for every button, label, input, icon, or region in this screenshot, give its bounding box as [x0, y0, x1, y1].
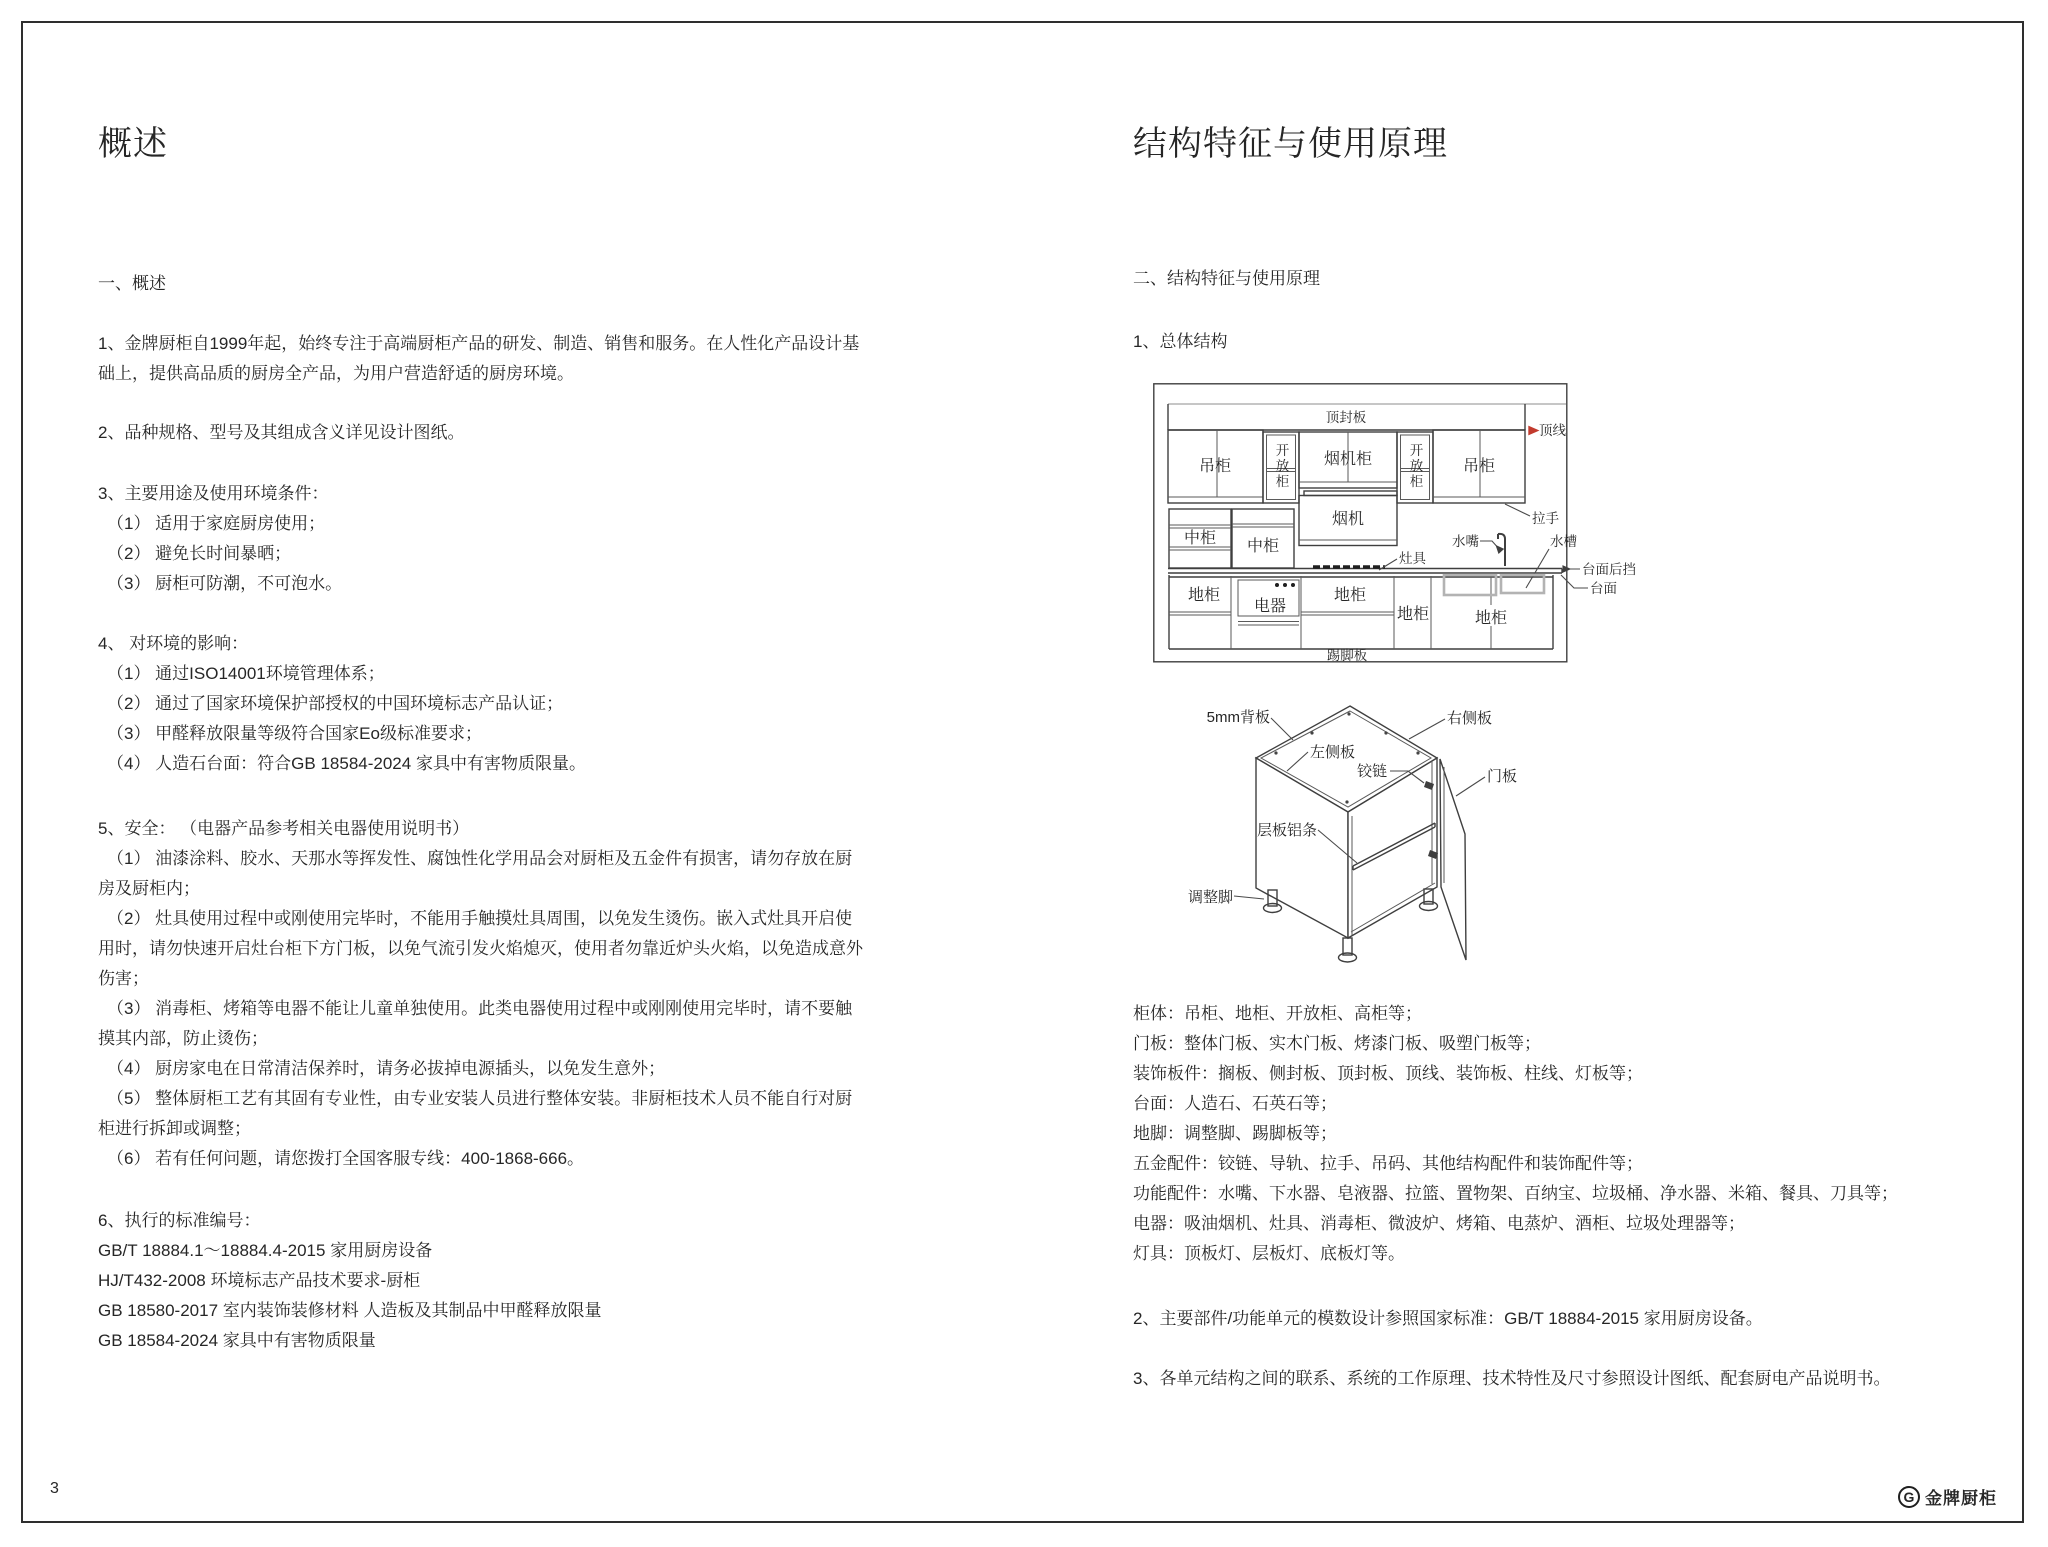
- label-hood: 烟机: [1331, 511, 1365, 528]
- label-cooktop: 灶具: [1399, 551, 1426, 566]
- label-base-cabinet-2: 地柜: [1333, 587, 1367, 604]
- label-faucet: 水嘴: [1452, 534, 1479, 549]
- label-top-panel: 顶封板: [1325, 410, 1367, 425]
- section-standards: [98, 1206, 864, 1356]
- standards-item: GB 18584-2024 家具中有害物质限量: [98, 1331, 376, 1350]
- standards-item: GB/T 18884.1～18884.4-2015 家用厨房设备: [98, 1241, 433, 1260]
- components-list: [1133, 999, 2013, 1269]
- label-adjust-foot: 调整脚: [1188, 889, 1234, 906]
- usage-head: 3、主要用途及使用环境条件：: [98, 484, 329, 503]
- label-sink: 水槽: [1550, 534, 1577, 549]
- environment-head: 4、 对环境的影响：: [98, 634, 249, 653]
- label-open-cabinet-right: 开放柜: [1407, 443, 1423, 490]
- brand-name: 金牌厨柜: [1925, 1489, 1997, 1508]
- standards-head: 6、执行的标准编号：: [98, 1211, 261, 1230]
- components-line: 五金配件：铰链、导轨、拉手、吊码、其他结构配件和装饰配件等；: [1133, 1154, 1643, 1173]
- kitchen-elevation-diagram: [1153, 383, 1653, 668]
- label-door-panel: 门板: [1487, 768, 1518, 785]
- components-line: 功能配件：水嘴、下水器、皂液器、拉篮、置物架、百纳宝、垃圾桶、净水器、米箱、餐具、刀具等；: [1133, 1184, 1898, 1203]
- page-title-overview: 概述: [98, 125, 168, 163]
- label-shelf-strip: 层板铝条: [1257, 822, 1318, 839]
- usage-item: （2） 避免长时间暴晒；: [107, 544, 292, 563]
- components-line: 电器：吸油烟机、灶具、消毒柜、微波炉、烤箱、电蒸炉、酒柜、垃圾处理器等；: [1133, 1214, 1745, 1233]
- subsection-overall-structure: 1、总体结构: [1133, 332, 1228, 351]
- components-line: 装饰板件：搁板、侧封板、顶封板、顶线、装饰板、柱线、灯板等；: [1133, 1064, 1643, 1083]
- page-title-structure: 结构特征与使用原理: [1133, 125, 1448, 163]
- paragraph-company: 1、金牌厨柜自1999年起，始终专注于高端厨柜产品的研发、制造、销售和服务。在人性化产品设计基础上，提供高品质的厨房全产品，为用户营造舒适的厨房环境。: [98, 334, 860, 383]
- section-heading-2: 二、结构特征与使用原理: [1133, 269, 1320, 288]
- label-base-cabinet-3: 地柜: [1396, 606, 1430, 623]
- standards-item: HJ/T432-2008 环境标志产品技术要求-厨柜: [98, 1271, 421, 1290]
- label-wall-cabinet-right: 吊柜: [1462, 458, 1496, 475]
- usage-item: （3） 厨柜可防潮，不可泡水。: [107, 574, 343, 593]
- standards-item: GB 18580-2017 室内装饰装修材料 人造板及其制品中甲醛释放限量: [98, 1301, 602, 1320]
- label-appliance: 电器: [1253, 598, 1287, 615]
- paragraph-unit-relations: 3、各单元结构之间的联系、系统的工作原理、技术特性及尺寸参照设计图纸、配套厨电产品说明书。: [1133, 1369, 1891, 1388]
- section-safety: [98, 814, 864, 1174]
- page-number: 3: [50, 1480, 59, 1497]
- label-open-cabinet-left: 开放柜: [1273, 443, 1289, 490]
- brand-g-icon: G: [1898, 1486, 1920, 1508]
- label-right-panel: 右侧板: [1447, 710, 1493, 727]
- base-cabinet-structure-diagram: [1150, 680, 1630, 990]
- section-environment: [98, 629, 864, 779]
- usage-item: （1） 适用于家庭厨房使用；: [107, 514, 326, 533]
- safety-head: 5、安全： （电器产品参考相关电器使用说明书）: [98, 819, 470, 838]
- brand-logo: [1898, 1484, 1997, 1509]
- environment-item: （4） 人造石台面：符合GB 18584-2024 家具中有害物质限量。: [107, 754, 586, 773]
- safety-item: （3） 消毒柜、烤箱等电器不能让儿童单独使用。此类电器使用过程中或刚刚使用完毕时，请不要触摸其内部，防止烫伤；: [98, 999, 853, 1048]
- environment-item: （1） 通过ISO14001环境管理体系；: [107, 664, 385, 683]
- label-countertop: 台面: [1590, 581, 1617, 596]
- safety-item: （5） 整体厨柜工艺有其固有专业性，由专业安装人员进行整体安装。非厨柜技术人员不能自行对厨柜进行拆卸或调整；: [98, 1089, 853, 1138]
- label-hinge: 铰链: [1357, 763, 1388, 780]
- paragraph-module-standard: 2、主要部件/功能单元的模数设计参照国家标准：GB/T 18884-2015 家用厨房设备。: [1133, 1309, 1763, 1328]
- label-base-cabinet-1: 地柜: [1187, 587, 1221, 604]
- components-line: 地脚：调整脚、踢脚板等；: [1133, 1124, 1337, 1143]
- safety-item: （4） 厨房家电在日常清洁保养时，请务必拔掉电源插头，以免发生意外；: [107, 1059, 666, 1078]
- label-left-panel: 左侧板: [1310, 744, 1356, 761]
- label-crown-line: 顶线: [1539, 423, 1566, 438]
- safety-item: （1） 油漆涂料、胶水、天那水等挥发性、腐蚀性化学用品会对厨柜及五金件有损害，请勿存放在厨房及厨柜内；: [98, 849, 853, 898]
- label-hood-cabinet: 烟机柜: [1323, 451, 1373, 468]
- safety-item: （6） 若有任何问题，请您拨打全国客服专线：400-1868-666。: [107, 1149, 585, 1168]
- environment-item: （2） 通过了国家环境保护部授权的中国环境标志产品认证；: [107, 694, 564, 713]
- section-usage-conditions: [98, 479, 864, 599]
- label-mid-cabinet-1: 中柜: [1183, 530, 1217, 547]
- paragraph-spec: 2、品种规格、型号及其组成含义详见设计图纸。: [98, 423, 465, 442]
- safety-item: （2） 灶具使用过程中或刚使用完毕时，不能用手触摸灶具周围，以免发生烫伤。嵌入式灶具开启使用时，请勿快速开启灶台柜下方门板，以免气流引发火焰熄灭，使用者勿靠近炉头火焰，以免造成意外伤害；: [98, 909, 863, 988]
- label-backsplash: 台面后挡: [1582, 562, 1636, 577]
- environment-item: （3） 甲醛释放限量等级符合国家Eo级标准要求；: [107, 724, 482, 743]
- label-handle: 拉手: [1532, 511, 1559, 526]
- label-kickboard: 踢脚板: [1326, 648, 1368, 663]
- label-base-cabinet-4: 地柜: [1474, 610, 1508, 627]
- section-heading-1: 一、概述: [98, 274, 166, 293]
- components-line: 台面：人造石、石英石等；: [1133, 1094, 1337, 1113]
- label-wall-cabinet-left: 吊柜: [1198, 458, 1232, 475]
- components-line: 柜体：吊柜、地柜、开放柜、高柜等；: [1133, 1004, 1422, 1023]
- components-line: 门板：整体门板、实木门板、烤漆门板、吸塑门板等；: [1133, 1034, 1541, 1053]
- components-line: 灯具：顶板灯、层板灯、底板灯等。: [1133, 1244, 1405, 1263]
- label-back-panel: 5mm背板: [1206, 709, 1270, 726]
- label-mid-cabinet-2: 中柜: [1246, 538, 1280, 555]
